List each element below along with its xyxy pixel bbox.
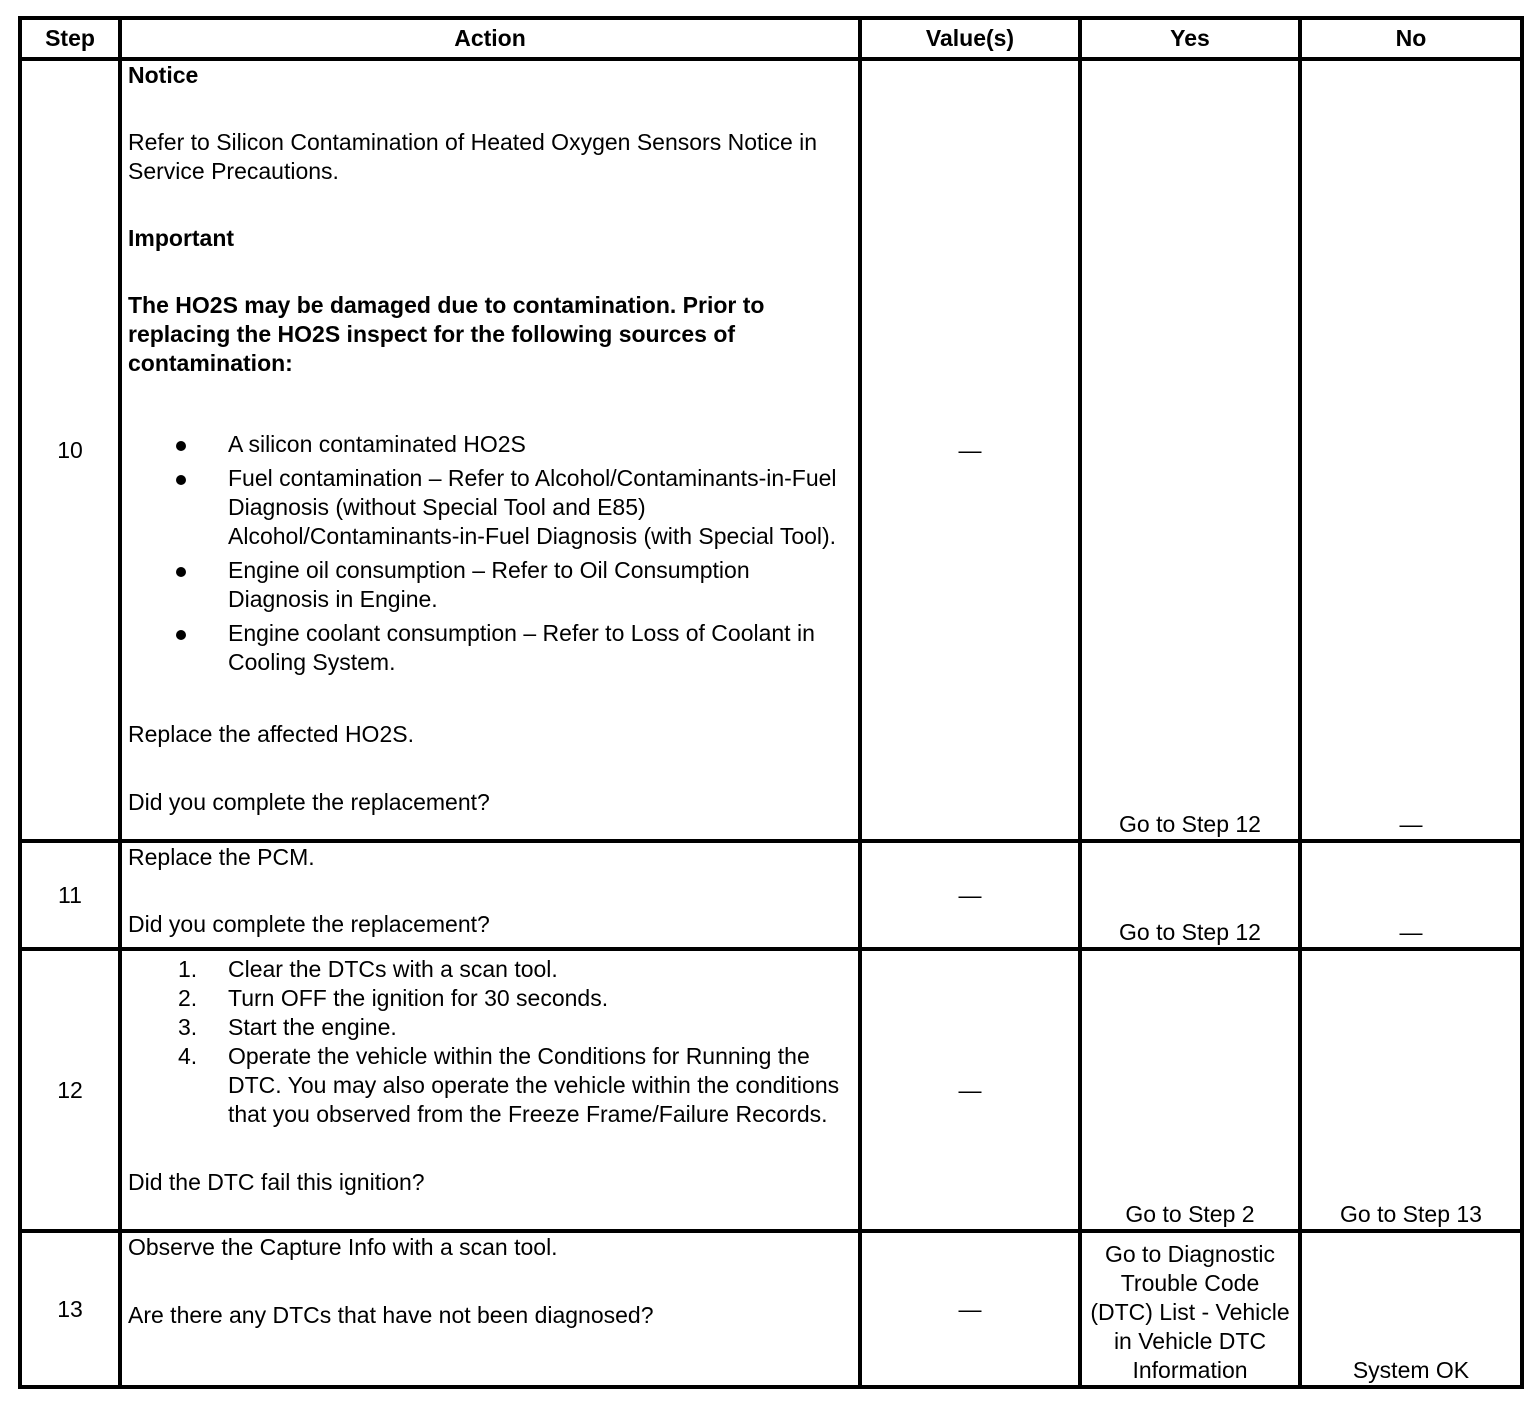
question-text: Did you complete the replacement? (128, 911, 490, 937)
bullet-icon (176, 441, 186, 451)
value-cell: — (860, 841, 1080, 949)
instruction-text: Observe the Capture Info with a scan tool. (128, 1234, 558, 1260)
yes-cell: Go to Step 12 (1080, 841, 1300, 949)
important-label: Important (128, 225, 235, 251)
no-cell: — (1300, 59, 1522, 841)
question-text: Are there any DTCs that have not been diagnosed? (128, 1302, 654, 1328)
list-item: 4. Operate the vehicle within the Conditions for Running the DTC. You may also operate the vehicle within the conditions that you observed from the Freeze Frame/Failure Records. (178, 1043, 840, 1127)
question-text: Did the DTC fail this ignition? (128, 1169, 425, 1195)
step-number: 13 (20, 1231, 120, 1387)
bullet-icon (176, 567, 186, 577)
table-row-step-10 (20, 59, 1522, 841)
action-cell (120, 1231, 860, 1387)
table-row-step-11 (20, 841, 1522, 949)
table-row-step-12 (20, 949, 1522, 1231)
action-cell (120, 841, 860, 949)
step-number: 11 (20, 841, 120, 949)
diagnostic-table (18, 16, 1524, 1389)
header-row (20, 18, 1522, 59)
list-item: 1. Clear the DTCs with a scan tool. (178, 956, 558, 982)
yes-cell: Go to Step 2 (1080, 949, 1300, 1231)
yes-cell: Go to Step 12 (1080, 59, 1300, 841)
procedure-list (128, 955, 852, 1129)
no-cell: Go to Step 13 (1300, 949, 1522, 1231)
header-values: Value(s) (860, 18, 1080, 59)
step-number: 12 (20, 949, 120, 1231)
action-cell (120, 949, 860, 1231)
bullet-icon (176, 475, 186, 485)
table-row-step-13 (20, 1231, 1522, 1387)
contamination-list (128, 430, 852, 677)
list-item: Engine coolant consumption – Refer to Loss of Coolant in Cooling System. (128, 619, 852, 677)
list-item: 3. Start the engine. (178, 1014, 397, 1040)
notice-label: Notice (128, 62, 199, 88)
question-text: Did you complete the replacement? (128, 789, 490, 815)
value-cell: — (860, 59, 1080, 841)
no-cell: System OK (1300, 1231, 1522, 1387)
header-no: No (1300, 18, 1522, 59)
yes-cell: Go to Diagnostic Trouble Code (DTC) List - Vehicle in Vehicle DTC Information (1080, 1231, 1300, 1387)
action-cell (120, 59, 860, 841)
bullet-icon (176, 630, 186, 640)
header-action: Action (120, 18, 860, 59)
header-step: Step (20, 18, 120, 59)
no-cell: — (1300, 841, 1522, 949)
instruction-text: Replace the affected HO2S. (128, 721, 414, 747)
value-cell: — (860, 1231, 1080, 1387)
important-text: The HO2S may be damaged due to contamination. Prior to replacing the HO2S inspect for the following sources of contamination: (128, 292, 765, 376)
list-item: Engine oil consumption – Refer to Oil Consumption Diagnosis in Engine. (128, 556, 852, 614)
list-item: 2. Turn OFF the ignition for 30 seconds. (178, 985, 609, 1011)
step-number: 10 (20, 59, 120, 841)
value-cell: — (860, 949, 1080, 1231)
header-yes: Yes (1080, 18, 1300, 59)
list-item: A silicon contaminated HO2S (128, 430, 852, 459)
list-item: Fuel contamination – Refer to Alcohol/Contaminants-in-Fuel Diagnosis (without Special Tool and E85) Alcohol/Contaminants-in-Fuel Diagnosis (with Special Tool). (128, 464, 852, 551)
notice-text: Refer to Silicon Contamination of Heated Oxygen Sensors Notice in Service Precautions. (128, 129, 818, 184)
instruction-text: Replace the PCM. (128, 844, 315, 870)
